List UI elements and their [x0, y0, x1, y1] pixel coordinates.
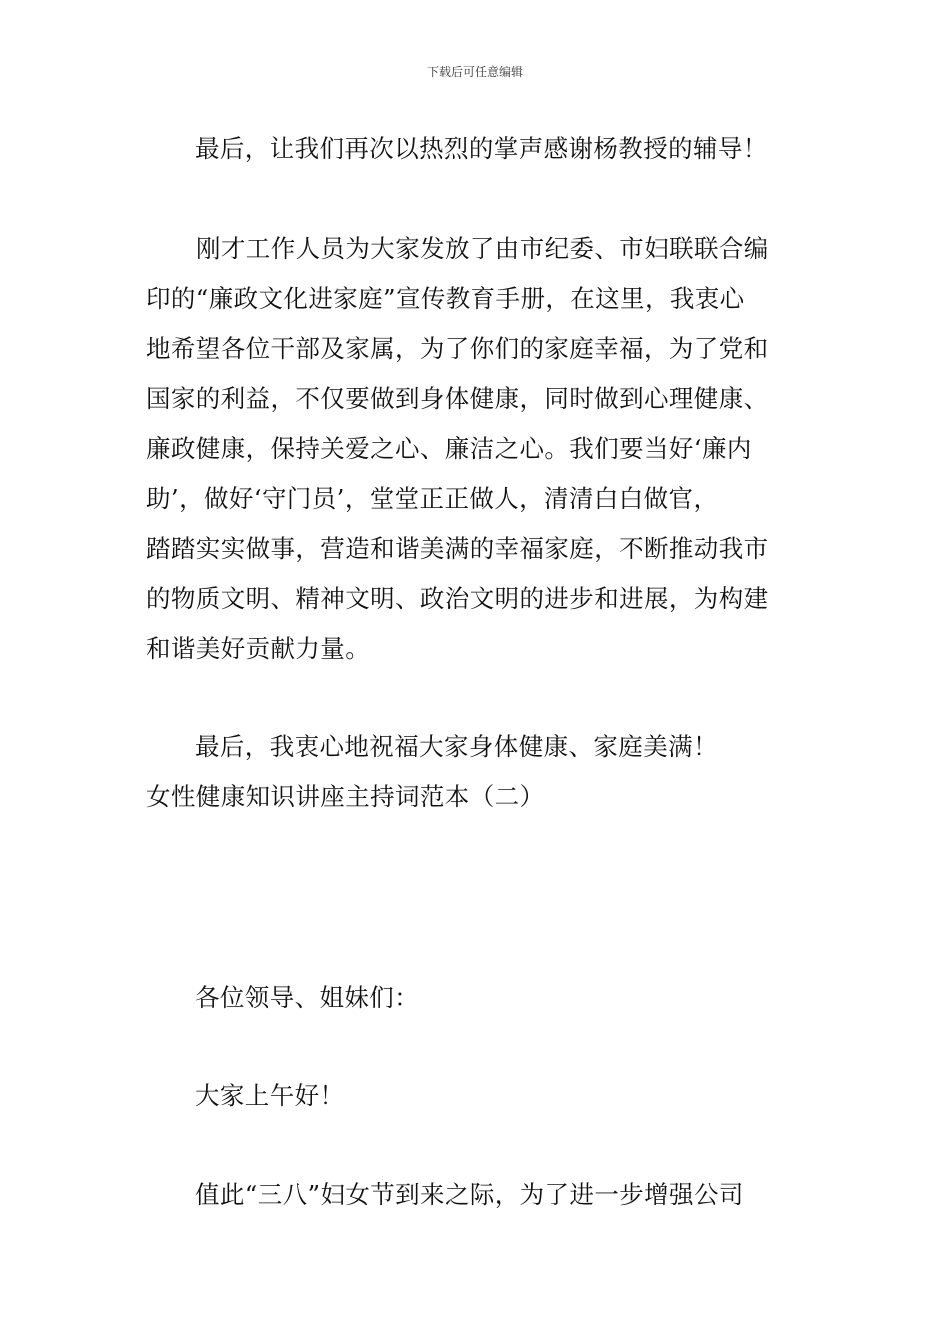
paragraph-line: 地希望各位干部及家属，为了你们的家庭幸福，为了党和 — [146, 334, 769, 363]
closing-wishes-paragraph: 最后，我衷心地祝福大家身体健康、家庭美满！ — [195, 732, 718, 761]
paragraph-line: 国家的利益，不仅要做到身体健康，同时做到心理健康、 — [146, 384, 769, 413]
manual-paragraph — [146, 224, 810, 674]
greeting-salutation: 各位领导、姐妹们： — [195, 983, 420, 1012]
paragraph-line: 的物质文明、精神文明、政治文明的进步和进展，为构建 — [146, 584, 769, 613]
section-title: 女性健康知识讲座主持词范本（二） — [146, 782, 545, 811]
page-header: 下载后可任意编辑 — [426, 65, 523, 79]
opening-paragraph: 值此“三八”妇女节到来之际，为了进一步增强公司 — [195, 1180, 744, 1209]
greeting-good-morning: 大家上午好！ — [195, 1081, 345, 1110]
paragraph-line: 踏踏实实做事，营造和谐美满的幸福家庭，不断推动我市 — [146, 534, 769, 563]
paragraph-line: 印的“廉政文化进家庭”宣传教育手册，在这里，我衷心 — [146, 284, 745, 313]
paragraph-line: 和谐美好贡献力量。 — [146, 634, 371, 663]
paragraph-line: 廉政健康，保持关爱之心、廉洁之心。我们要当好‘廉内 — [146, 434, 752, 463]
paragraph-line: 刚才工作人员为大家发放了由市纪委、市妇联联合编 — [196, 234, 769, 263]
closing-thanks-paragraph: 最后，让我们再次以热烈的掌声感谢杨教授的辅导！ — [195, 134, 768, 163]
paragraph-line: 助’，做好‘守门员’，堂堂正正做人，清清白白做官， — [146, 484, 719, 513]
